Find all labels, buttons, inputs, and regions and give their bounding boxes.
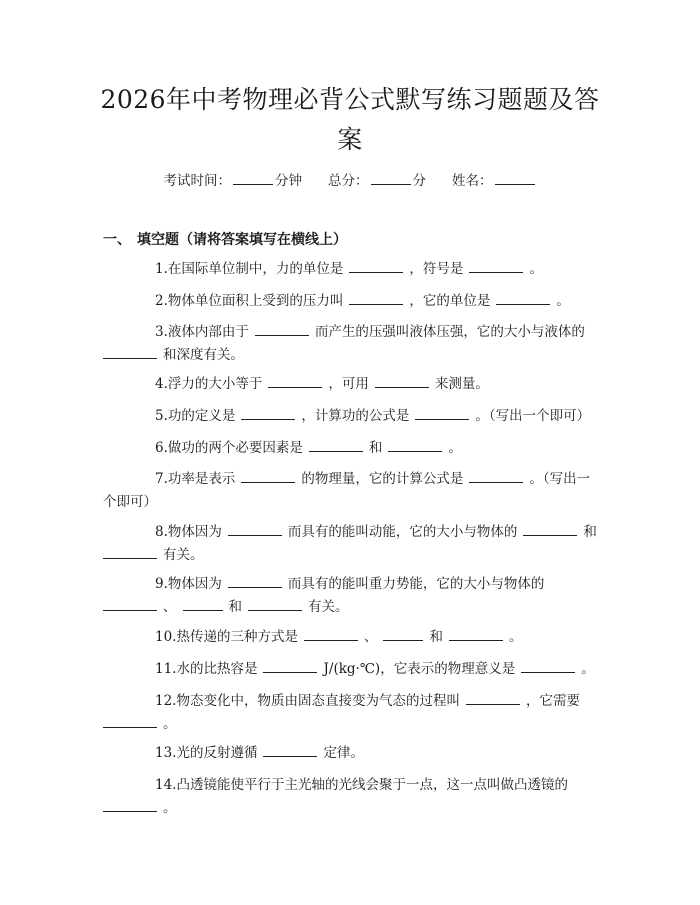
answer-blank[interactable]: [496, 292, 550, 305]
question-number: 10.: [155, 629, 177, 645]
question-text: 物体因为: [167, 576, 222, 592]
question-12: [103, 690, 598, 736]
question-text: 做功的两个必要因素是: [167, 440, 303, 456]
question-9: [103, 573, 598, 619]
answer-blank[interactable]: [103, 799, 157, 812]
question-text: 的物理量，它的计算公式是: [301, 471, 464, 487]
section-number: 一、: [103, 232, 131, 248]
question-number: 6.: [155, 440, 168, 456]
question-number: 7.: [155, 471, 168, 487]
answer-blank[interactable]: [523, 523, 577, 536]
question-text: 液体内部由于: [167, 324, 249, 340]
answer-blank[interactable]: [521, 660, 575, 673]
answer-blank[interactable]: [449, 628, 503, 641]
answer-blank[interactable]: [248, 598, 302, 611]
answer-blank[interactable]: [469, 470, 523, 483]
question-text: 而具有的能叫动能，它的大小与物体的: [287, 524, 518, 540]
question-5: [103, 405, 598, 428]
answer-blank[interactable]: [263, 744, 317, 757]
score-label: 总分：: [328, 173, 369, 189]
question-text: 水的比热容是: [176, 661, 258, 677]
question-text: 浮力的大小等于: [167, 376, 263, 392]
page-title: 2026年中考物理必背公式默写练习题题及答案: [100, 85, 600, 154]
question-text: 物体因为: [167, 524, 222, 540]
answer-blank[interactable]: [241, 407, 295, 420]
answer-blank[interactable]: [241, 470, 295, 483]
question-number: 5.: [155, 408, 168, 424]
score-blank: [371, 172, 411, 185]
question-text: 定律。: [323, 745, 364, 761]
question-text: 在国际单位制中，力的单位是: [167, 261, 344, 277]
question-text: ，它需要: [525, 693, 580, 709]
question-text: 。: [581, 661, 595, 677]
answer-blank[interactable]: [383, 628, 423, 641]
question-text: J/(kg·℃)，它表示的物理意义是: [323, 661, 516, 677]
question-number: 12.: [155, 693, 177, 709]
question-number: 3.: [155, 324, 168, 340]
question-text: 光的反射遵循: [176, 745, 258, 761]
question-1: [103, 258, 598, 281]
score-unit: 分: [412, 173, 426, 189]
answer-blank[interactable]: [103, 715, 157, 728]
question-6: [103, 437, 598, 460]
question-11: [103, 658, 598, 681]
question-7: [103, 468, 598, 514]
question-text: 热传递的三种方式是: [176, 629, 298, 645]
answer-blank[interactable]: [349, 260, 403, 273]
question-text: 。: [163, 716, 177, 732]
answer-blank[interactable]: [415, 407, 469, 420]
question-text: 、: [163, 599, 177, 615]
answer-blank[interactable]: [375, 375, 429, 388]
question-text: 功率是表示: [167, 471, 236, 487]
question-text: ，它的单位是: [409, 293, 491, 309]
question-10: [103, 626, 598, 649]
answer-blank[interactable]: [469, 260, 523, 273]
name-blank: [495, 172, 535, 185]
question-number: 2.: [155, 293, 168, 309]
question-text: 物态变化中，物质由固态直接变为气态的过程叫: [176, 693, 460, 709]
question-text: 。: [508, 629, 523, 645]
answer-blank[interactable]: [268, 375, 322, 388]
name-label: 姓名：: [452, 173, 493, 189]
answer-blank[interactable]: [255, 323, 309, 336]
answer-blank[interactable]: [103, 546, 157, 559]
question-8: [103, 521, 598, 567]
answer-blank[interactable]: [263, 660, 317, 673]
answer-blank[interactable]: [309, 439, 363, 452]
question-text: 来测量。: [434, 376, 489, 392]
question-number: 4.: [155, 376, 168, 392]
question-text: 有关。: [163, 547, 204, 563]
answer-blank[interactable]: [388, 439, 442, 452]
question-3: [103, 321, 598, 367]
answer-blank[interactable]: [304, 628, 358, 641]
answer-blank[interactable]: [466, 692, 520, 705]
question-text: 。: [448, 440, 462, 456]
time-label: 考试时间：: [163, 173, 231, 189]
question-number: 14.: [155, 777, 177, 793]
question-number: 9.: [155, 576, 168, 592]
question-text: 而产生的压强叫液体压强，它的大小与液体的: [314, 324, 585, 340]
question-text: 功的定义是: [167, 408, 236, 424]
question-2: [103, 290, 598, 313]
answer-blank[interactable]: [183, 598, 223, 611]
question-text: ，计算功的公式是: [301, 408, 410, 424]
question-text: 、: [363, 629, 378, 645]
question-13: [103, 742, 598, 765]
question-text: 。（写出一个即可）: [475, 408, 591, 424]
question-text: 凸透镜能使平行于主光轴的光线会聚于一点，这一点叫做凸透镜的: [176, 777, 568, 793]
question-text: 和: [583, 524, 597, 540]
question-number: 8.: [155, 524, 168, 540]
question-14: [103, 774, 598, 820]
question-text: 而具有的能叫重力势能，它的大小与物体的: [287, 576, 545, 592]
question-4: [103, 373, 598, 396]
question-text: 和: [228, 599, 242, 615]
time-blank: [233, 172, 273, 185]
answer-blank[interactable]: [103, 598, 157, 611]
answer-blank[interactable]: [228, 523, 282, 536]
question-number: 11.: [155, 661, 177, 677]
question-number: 13.: [155, 745, 177, 761]
question-text: 和: [429, 629, 443, 645]
question-text: 。（写出一个即可）: [103, 471, 591, 510]
answer-blank[interactable]: [228, 575, 282, 588]
answer-blank[interactable]: [103, 346, 157, 359]
answer-blank[interactable]: [349, 292, 403, 305]
question-text: ，符号是: [409, 261, 464, 277]
question-text: 物体单位面积上受到的压力叫: [167, 293, 344, 309]
question-text: 。: [556, 293, 570, 309]
question-number: 1.: [155, 261, 168, 277]
question-text: 和深度有关。: [163, 347, 244, 363]
section-title: 填空题（请将答案填写在横线上）: [137, 232, 347, 248]
section-heading: [103, 229, 347, 249]
time-unit: 分钟: [275, 173, 302, 189]
exam-meta: [0, 169, 700, 189]
question-text: 。: [163, 800, 177, 816]
question-text: ，可用: [328, 376, 369, 392]
question-text: 有关。: [308, 599, 349, 615]
question-text: 和: [368, 440, 383, 456]
question-text: 。: [529, 261, 543, 277]
